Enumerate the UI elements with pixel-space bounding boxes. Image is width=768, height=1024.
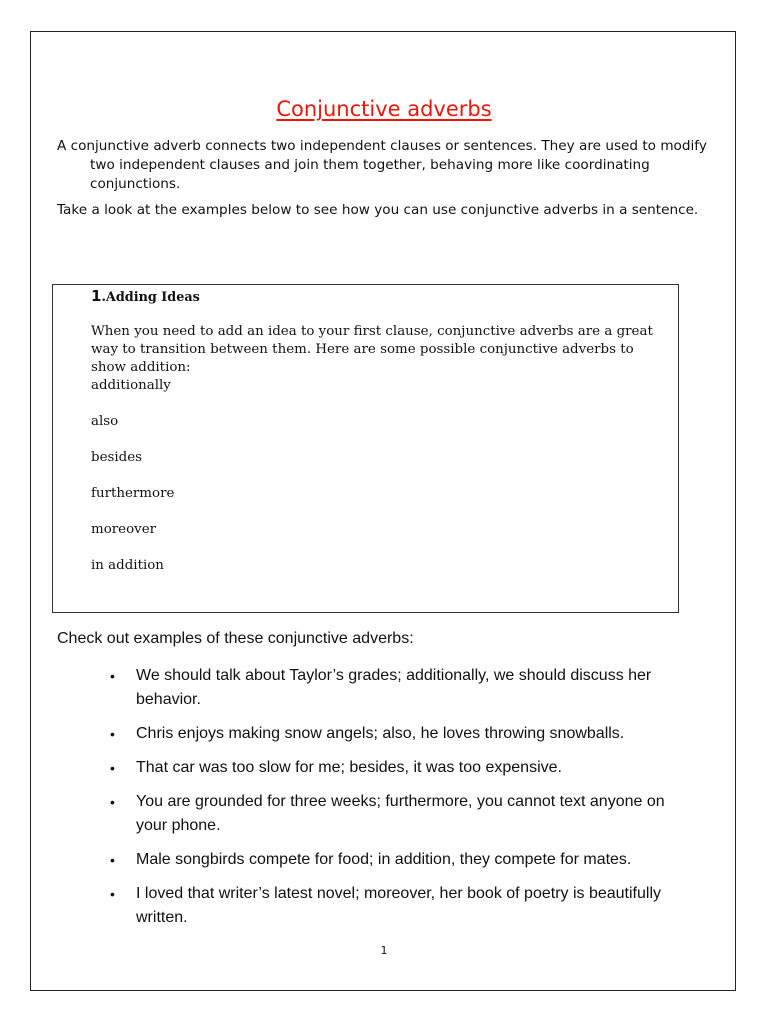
adverb-item: additionally [91,378,171,393]
example-sentence: • You are grounded for three weeks; furthermore, you cannot text anyone on your phone. [110,790,685,838]
example-sentence: • That car was too slow for me; besides, it was too expensive. [110,756,685,780]
adverb-item: besides [91,450,143,465]
intro-paragraph: A conjunctive adverb connects two independent clauses or sentences. They are used to modify two independent clauses and join them together, behaving more like coordinating conjunctions. [57,138,707,192]
examples-intro-paragraph: Take a look at the examples below to see how you can use conjunctive adverbs in a sentence. [57,202,699,218]
box-heading [91,287,200,305]
example-sentence: • Chris enjoys making snow angels; also, he loves throwing snowballs. [110,722,685,746]
example-sentence: • I loved that writer’s latest novel; moreover, her book of poetry is beautifully written. [110,882,685,930]
adverb-item: also [91,414,119,429]
adverb-list [91,377,174,593]
document-title: Conjunctive adverbs [276,97,492,121]
example-sentence: • We should talk about Taylor’s grades; additionally, we should discuss her behavior. [110,664,685,712]
examples-heading: Check out examples of these conjunctive adverbs: [57,630,414,647]
page-number: 1 [380,944,388,957]
box-heading-number: 1 [91,287,102,305]
example-sentence: • Male songbirds compete for food; in addition, they compete for mates. [110,848,685,872]
example-sentence-list [110,664,685,940]
adverb-item: moreover [91,522,157,537]
adverb-item: furthermore [91,486,175,501]
adding-ideas-box [52,284,679,613]
adverb-item: in addition [91,558,164,573]
box-heading-text: .Adding Ideas [101,290,200,305]
box-intro: When you need to add an idea to your first clause, conjunctive adverbs are a great way to transition between them. Here are some possible conjunctive adverbs to show addition: [91,324,653,375]
